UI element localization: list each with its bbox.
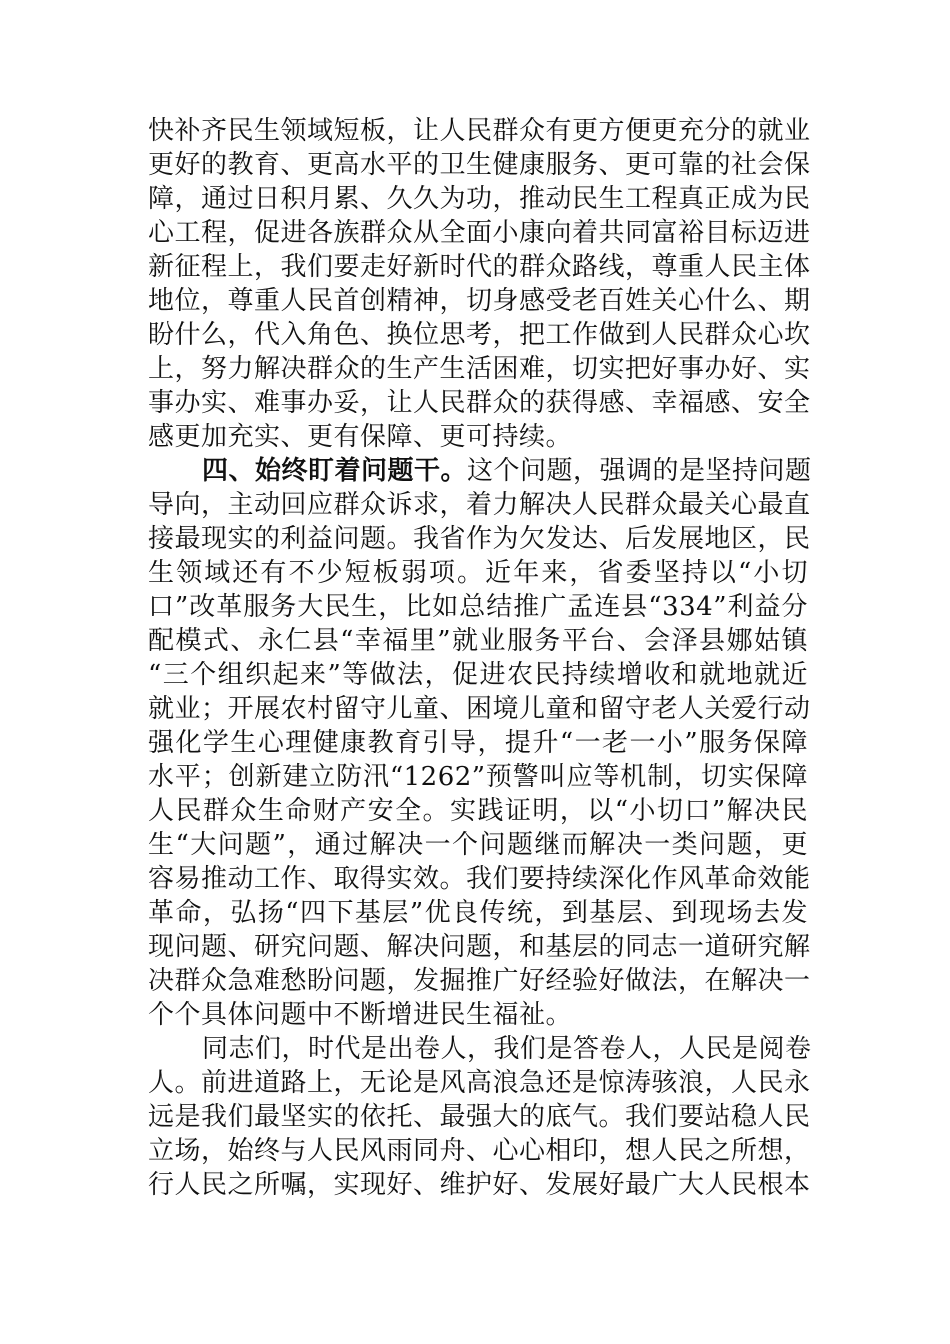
text-line: 立场，始终与人民风雨同舟、心心相印，想人民之所想， — [148, 1136, 811, 1166]
text-line: 接最现实的利益问题。我省作为欠发达、后发展地区，民 — [148, 524, 811, 554]
paragraph-first-line — [148, 454, 812, 488]
text-line: 生“大问题”，通过解决一个问题继而解决一类问题，更 — [148, 830, 808, 860]
text-line: 决群众急难愁盼问题，发掘推广好经验好做法，在解决一 — [148, 966, 811, 996]
text-line: 事办实、难事办妥，让人民群众的获得感、幸福感、安全 — [148, 388, 811, 418]
text-line: 感更加充实、更有保障、更可持续。 — [148, 422, 573, 452]
text-line: 行人民之所嘱，实现好、维护好、发展好最广大人民根本 — [148, 1170, 811, 1200]
text-line: 口”改革服务大民生，比如总结推广孟连县“334”利益分 — [148, 592, 808, 622]
text-line: 容易推动工作、取得实效。我们要持续深化作风革命效能 — [148, 864, 811, 894]
text-line: 人。前进道路上，无论是风高浪急还是惊涛骇浪，人民永 — [148, 1068, 811, 1098]
text-line: 人民群众生命财产安全。实践证明，以“小切口”解决民 — [148, 796, 808, 826]
text-line: 快补齐民生领域短板，让人民群众有更方便更充分的就业 — [148, 116, 811, 146]
text-line: 水平；创新建立防汛“1262”预警叫应等机制，切实保障 — [148, 762, 808, 792]
text-line: 障，通过日积月累、久久为功，推动民生工程真正成为民 — [148, 184, 811, 214]
text-run: 这个问题，强调的是坚持问题 — [467, 456, 812, 486]
paragraph-1 — [148, 114, 811, 454]
text-line: 配模式、永仁县“幸福里”就业服务平台、会泽县娜姑镇 — [148, 626, 808, 656]
text-line: 革命，弘扬“四下基层”优良传统，到基层、到现场去发 — [148, 898, 808, 928]
paragraph-3 — [148, 1032, 812, 1202]
text-line: 上，努力解决群众的生产生活困难，切实把好事办好、实 — [148, 354, 811, 384]
section-heading: 四、始终盯着问题干。 — [202, 456, 468, 486]
paragraph-2 — [148, 454, 812, 1032]
text-line: 新征程上，我们要走好新时代的群众路线，尊重人民主体 — [148, 252, 811, 282]
text-line: 心工程，促进各族群众从全面小康向着共同富裕目标迈进 — [148, 218, 811, 248]
text-line: 强化学生心理健康教育引导，提升“一老一小”服务保障 — [148, 728, 808, 758]
document-body — [148, 114, 812, 1202]
text-line: 个个具体问题中不断增进民生福祉。 — [148, 1000, 573, 1030]
text-line: 地位，尊重人民首创精神，切身感受老百姓关心什么、期 — [148, 286, 811, 316]
text-line: 就业；开展农村留守儿童、困境儿童和留守老人关爱行动 — [148, 694, 811, 724]
text-line: 导向，主动回应群众诉求，着力解决人民群众最关心最直 — [148, 490, 811, 520]
paragraph-first-line: 同志们，时代是出卷人，我们是答卷人，人民是阅卷 — [202, 1034, 812, 1064]
text-line: 更好的教育、更高水平的卫生健康服务、更可靠的社会保 — [148, 150, 811, 180]
text-line: 生领域还有不少短板弱项。近年来，省委坚持以“小切 — [148, 558, 808, 588]
text-line: 盼什么，代入角色、换位思考，把工作做到人民群众心坎 — [148, 320, 811, 350]
text-line: 现问题、研究问题、解决问题，和基层的同志一道研究解 — [148, 932, 811, 962]
text-line: “三个组织起来”等做法，促进农民持续增收和就地就近 — [148, 660, 808, 690]
text-line: 远是我们最坚实的依托、最强大的底气。我们要站稳人民 — [148, 1102, 811, 1132]
